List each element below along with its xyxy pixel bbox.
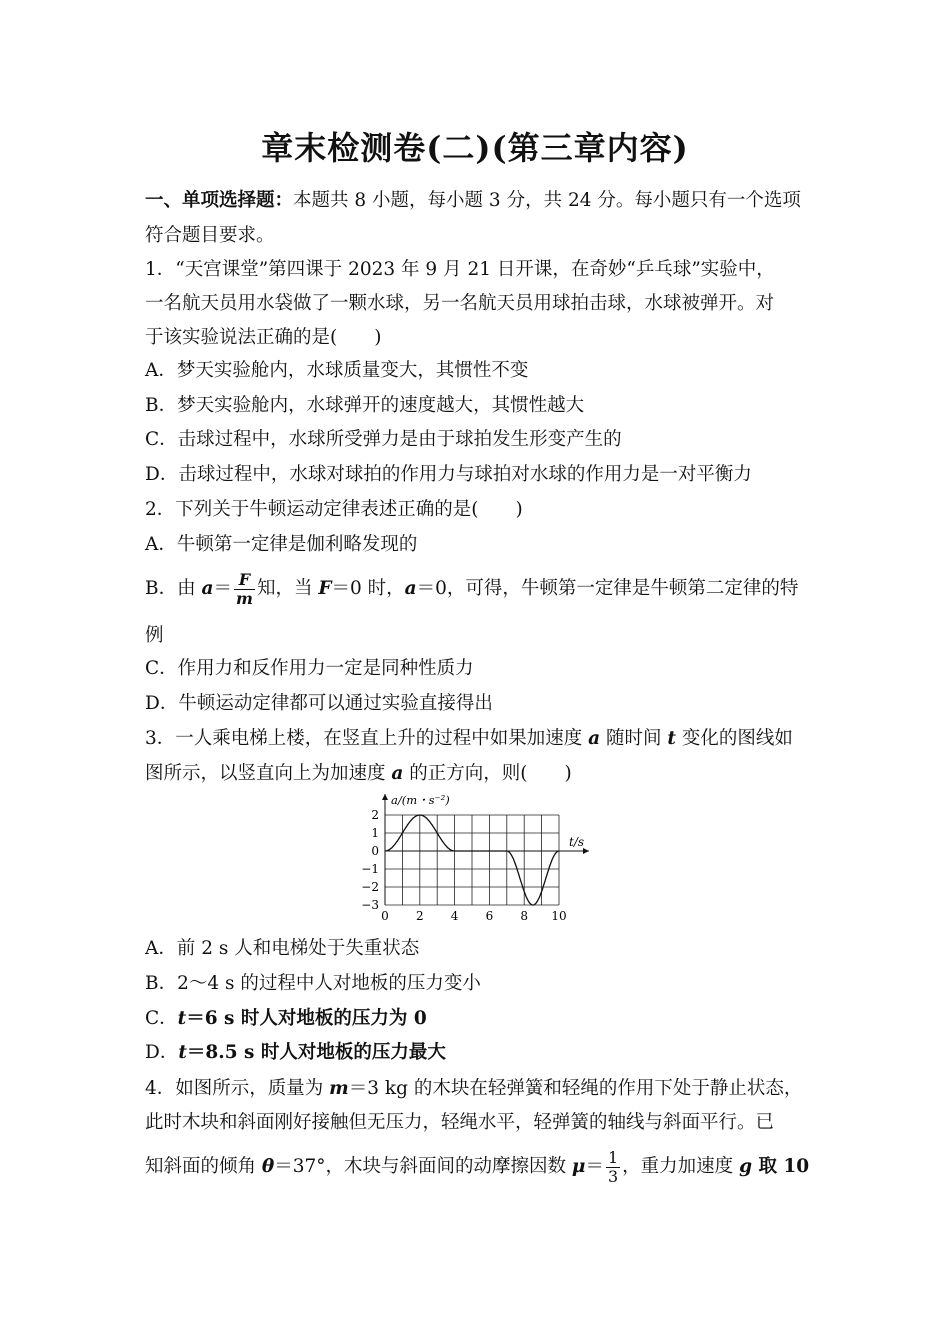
x-tick-label: 2 <box>415 909 424 923</box>
var-a: a <box>404 578 417 599</box>
x-tick-label: 6 <box>485 909 494 923</box>
q3-text: 随时间 <box>600 728 668 749</box>
y-tick-label: −3 <box>361 898 379 912</box>
y-tick-label: 2 <box>371 808 379 822</box>
chart-grid <box>385 815 559 905</box>
acceleration-time-chart <box>355 788 595 928</box>
section-text: 本题共 8 小题，每小题 3 分，共 24 分。每小题只有一个选项 <box>293 190 801 211</box>
q3-c-text: ＝6 s 时人对地板的压力为 0 <box>186 1008 427 1029</box>
fraction-f-over-m <box>234 571 255 608</box>
q4-text: 取 10 <box>752 1156 810 1177</box>
equals-sign: ＝ <box>585 1156 604 1177</box>
q1-option-a: A．梦天实验舱内，水球质量变大，其惯性不变 <box>145 360 529 381</box>
section-heading: 一、单项选择题： <box>145 190 294 211</box>
var-a: a <box>588 728 601 749</box>
q2-option-c: C．作用力和反作用力一定是同种性质力 <box>145 658 474 679</box>
q3-text: 变化的图线如 <box>675 728 793 749</box>
q1-option-d: D．击球过程中，水球对球拍的作用力与球拍对水球的作用力是一对平衡力 <box>145 464 752 485</box>
q3-stem-line-1 <box>145 727 815 751</box>
q2-option-a: A．牛顿第一定律是伽利略发现的 <box>145 534 418 555</box>
q2-b-text: 知，当 <box>256 578 319 599</box>
equals-sign: ＝ <box>213 578 232 599</box>
var-t: t <box>178 1042 187 1063</box>
q4-text: ，重力加速度 <box>622 1156 740 1177</box>
q1-stem-line-3: 于该实验说法正确的是( ) <box>145 327 382 348</box>
q3-d-text: ＝8.5 s 时人对地板的压力最大 <box>186 1042 446 1063</box>
q3-option-b: B．2～4 s 的过程中人对地板的压力变小 <box>145 973 481 994</box>
q1-stem-line-1: 1．“天宫课堂”第四课于 2023 年 9 月 21 日开课，在奇妙“乒乓球”实验中， <box>145 259 775 280</box>
q3-stem-line-2 <box>145 762 815 786</box>
q3-text: 图所示，以竖直向上为加速度 <box>145 763 392 784</box>
section-intro-line-2: 符合题目要求。 <box>145 225 275 246</box>
x-axis-label: t/s <box>569 835 585 849</box>
x-tick-label: 10 <box>551 909 567 923</box>
q2-b-text: ＝0 时， <box>331 578 405 599</box>
q3-option-d <box>145 1041 815 1065</box>
q4-text: ＝37°，木块与斜面间的动摩擦因数 <box>274 1156 572 1177</box>
chart-labels <box>361 793 584 923</box>
y-axis-label: a/(m・s⁻²) <box>391 793 450 807</box>
q3-option-c <box>145 1007 815 1031</box>
q3-d-prefix: D． <box>145 1042 179 1063</box>
page-title: 章末检测卷(二)(第三章内容) <box>261 129 689 167</box>
x-tick-label: 8 <box>520 909 529 923</box>
q1-stem-line-2: 一名航天员用水袋做了一颗水球，另一名航天员用球拍击球，水球被弹开。对 <box>145 293 775 314</box>
q2-option-b <box>145 569 815 609</box>
fraction-numerator: F <box>234 571 255 590</box>
fraction-numerator: 1 <box>607 1147 619 1167</box>
var-theta: θ <box>261 1156 275 1177</box>
y-tick-label: 0 <box>371 844 379 858</box>
fraction-denominator: 3 <box>607 1166 619 1186</box>
var-t: t <box>667 728 676 749</box>
var-t: t <box>177 1008 187 1029</box>
var-a: a <box>391 763 404 784</box>
var-a: a <box>201 578 214 599</box>
q2-stem: 2．下列关于牛顿运动定律表述正确的是( ) <box>145 499 523 520</box>
q2-b-prefix: B．由 <box>145 578 202 599</box>
y-tick-label: −1 <box>361 862 379 876</box>
q3-text: 3．一人乘电梯上楼，在竖直上升的过程中如果加速度 <box>145 728 589 749</box>
var-g: g <box>739 1156 752 1177</box>
fraction-one-third <box>606 1149 620 1186</box>
y-axis-arrow-icon <box>382 794 388 800</box>
q2-option-d: D．牛顿运动定律都可以通过实验直接得出 <box>145 693 493 714</box>
fraction-denominator: m <box>236 588 253 608</box>
q1-option-c: C．击球过程中，水球所受弹力是由于球拍发生形变产生的 <box>145 429 622 450</box>
q2-option-b-line-2: 例 <box>145 625 164 646</box>
x-tick-label: 4 <box>450 909 459 923</box>
q3-text: 的正方向，则( ) <box>403 763 572 784</box>
q3-option-a: A．前 2 s 人和电梯处于失重状态 <box>145 938 420 959</box>
q4-text: 4．如图所示，质量为 <box>145 1078 330 1099</box>
q4-stem-line-2: 此时木块和斜面刚好接触但无压力，轻绳水平，轻弹簧的轴线与斜面平行。已 <box>145 1112 775 1133</box>
q4-text: 知斜面的倾角 <box>145 1156 262 1177</box>
chart-axes <box>382 794 589 905</box>
q3-c-prefix: C． <box>145 1008 178 1029</box>
q2-b-text: ＝0，可得，牛顿第一定律是牛顿第二定律的特 <box>416 578 799 599</box>
q1-option-b: B．梦天实验舱内，水球弹开的速度越大，其惯性越大 <box>145 395 585 416</box>
q4-stem-line-1 <box>145 1077 815 1101</box>
section-intro-line-1 <box>145 189 815 213</box>
q4-stem-line-3 <box>145 1147 815 1187</box>
var-m: m <box>329 1078 349 1099</box>
x-tick-label: 0 <box>381 909 389 923</box>
var-f: F <box>318 578 332 599</box>
var-mu: μ <box>571 1156 586 1177</box>
y-tick-label: −2 <box>361 880 379 894</box>
y-tick-label: 1 <box>371 826 379 840</box>
q4-text: ＝3 kg 的木块在轻弹簧和轻绳的作用下处于静止状态， <box>348 1078 803 1099</box>
